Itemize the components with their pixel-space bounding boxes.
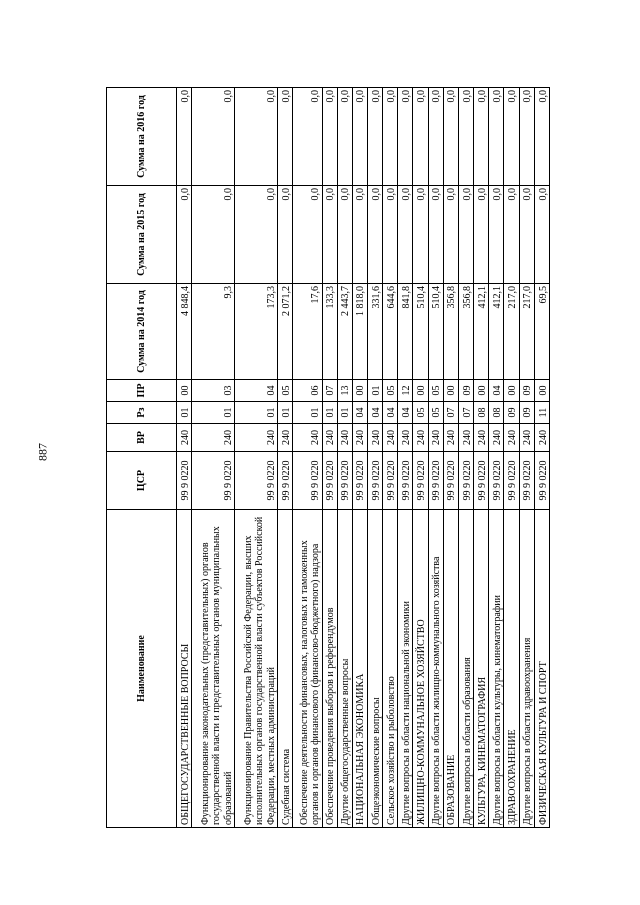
cell-sum-2014: 331,6 (367, 284, 382, 380)
cell-sum-2016: 0,0 (278, 88, 293, 186)
cell-vr: 240 (337, 424, 352, 452)
header-pr: ПР (107, 380, 177, 402)
cell-rz: 04 (367, 402, 382, 424)
cell-csr: 99 9 0220 (383, 452, 398, 510)
cell-sum-2015: 0,0 (428, 186, 443, 284)
cell-vr: 240 (322, 424, 337, 452)
cell-pr: 00 (474, 380, 489, 402)
cell-sum-2014: 356,8 (443, 284, 458, 380)
cell-rz: 01 (235, 402, 278, 424)
cell-vr: 240 (458, 424, 473, 452)
cell-sum-2016: 0,0 (458, 88, 473, 186)
cell-sum-2016: 0,0 (383, 88, 398, 186)
cell-name: Судебная система (278, 510, 293, 828)
cell-name: ЗДРАВООХРАНЕНИЕ (504, 510, 519, 828)
cell-csr: 99 9 0220 (519, 452, 534, 510)
cell-sum-2016: 0,0 (235, 88, 278, 186)
cell-vr: 240 (293, 424, 322, 452)
table-body (177, 88, 550, 828)
table-row (192, 88, 235, 828)
cell-rz: 04 (383, 402, 398, 424)
cell-pr: 13 (337, 380, 352, 402)
cell-vr: 240 (413, 424, 428, 452)
cell-rz: 07 (458, 402, 473, 424)
cell-csr: 99 9 0220 (177, 452, 192, 510)
cell-name: Другие общегосударственные вопросы (337, 510, 352, 828)
cell-sum-2015: 0,0 (235, 186, 278, 284)
cell-csr: 99 9 0220 (458, 452, 473, 510)
cell-rz: 09 (519, 402, 534, 424)
cell-sum-2014: 356,8 (458, 284, 473, 380)
cell-rz: 01 (192, 402, 235, 424)
cell-sum-2014: 9,3 (192, 284, 235, 380)
cell-sum-2016: 0,0 (504, 88, 519, 186)
cell-vr: 240 (192, 424, 235, 452)
cell-name: Сельское хозяйство и рыболовство (383, 510, 398, 828)
cell-sum-2015: 0,0 (413, 186, 428, 284)
cell-vr: 240 (352, 424, 367, 452)
cell-sum-2014: 173,3 (235, 284, 278, 380)
cell-rz: 01 (278, 402, 293, 424)
budget-table-container (106, 88, 550, 828)
cell-name: Функционирование Правительства Российской Федерации, высших исполнительных органов государственной власти субъектов Российской Федерации, местных администраций (235, 510, 278, 828)
table-row (322, 88, 337, 828)
page-number: 887 (35, 443, 50, 461)
cell-csr: 99 9 0220 (192, 452, 235, 510)
table-header-row (107, 88, 177, 828)
cell-vr: 240 (428, 424, 443, 452)
cell-sum-2016: 0,0 (367, 88, 382, 186)
cell-pr: 00 (504, 380, 519, 402)
cell-sum-2014: 133,3 (322, 284, 337, 380)
cell-sum-2014: 217,0 (504, 284, 519, 380)
cell-csr: 99 9 0220 (489, 452, 504, 510)
cell-sum-2016: 0,0 (398, 88, 413, 186)
cell-vr: 240 (519, 424, 534, 452)
cell-csr: 99 9 0220 (322, 452, 337, 510)
cell-sum-2015: 0,0 (519, 186, 534, 284)
cell-sum-2015: 0,0 (383, 186, 398, 284)
cell-name: ЖИЛИЩНО-КОММУНАЛЬНОЕ ХОЗЯЙСТВО (413, 510, 428, 828)
cell-sum-2016: 0,0 (322, 88, 337, 186)
cell-pr: 00 (443, 380, 458, 402)
cell-sum-2015: 0,0 (192, 186, 235, 284)
cell-sum-2016: 0,0 (443, 88, 458, 186)
cell-sum-2014: 4 848,4 (177, 284, 192, 380)
cell-vr: 240 (177, 424, 192, 452)
cell-rz: 08 (474, 402, 489, 424)
cell-sum-2015: 0,0 (398, 186, 413, 284)
cell-vr: 240 (278, 424, 293, 452)
cell-name: ФИЗИЧЕСКАЯ КУЛЬТУРА И СПОРТ (534, 510, 549, 828)
cell-sum-2015: 0,0 (443, 186, 458, 284)
cell-pr: 05 (428, 380, 443, 402)
table-row (235, 88, 278, 828)
cell-name: Функционирование законодательных (представительных) органов государственной власти и представительных органов муниципальных образований (192, 510, 235, 828)
cell-csr: 99 9 0220 (474, 452, 489, 510)
cell-vr: 240 (489, 424, 504, 452)
cell-pr: 05 (278, 380, 293, 402)
cell-csr: 99 9 0220 (504, 452, 519, 510)
table-row (504, 88, 519, 828)
header-sum-2016: Сумма на 2016 год (107, 88, 177, 186)
cell-pr: 00 (534, 380, 549, 402)
cell-sum-2014: 841,8 (398, 284, 413, 380)
table-row (474, 88, 489, 828)
cell-sum-2015: 0,0 (534, 186, 549, 284)
cell-pr: 00 (177, 380, 192, 402)
cell-csr: 99 9 0220 (293, 452, 322, 510)
cell-pr: 00 (413, 380, 428, 402)
cell-name: Другие вопросы в области здравоохранения (519, 510, 534, 828)
cell-sum-2014: 69,5 (534, 284, 549, 380)
cell-rz: 05 (428, 402, 443, 424)
cell-csr: 99 9 0220 (398, 452, 413, 510)
table-row (428, 88, 443, 828)
cell-vr: 240 (367, 424, 382, 452)
cell-sum-2014: 510,4 (413, 284, 428, 380)
cell-rz: 01 (293, 402, 322, 424)
cell-rz: 07 (443, 402, 458, 424)
cell-csr: 99 9 0220 (413, 452, 428, 510)
cell-rz: 04 (398, 402, 413, 424)
table-row (534, 88, 549, 828)
cell-csr: 99 9 0220 (367, 452, 382, 510)
header-rz: Рз (107, 402, 177, 424)
cell-sum-2016: 0,0 (352, 88, 367, 186)
cell-rz: 05 (413, 402, 428, 424)
cell-name: Обеспечение деятельности финансовых, налоговых и таможенных органов и органов финансового (финансово-бюджетного) надзора (293, 510, 322, 828)
cell-sum-2014: 644,6 (383, 284, 398, 380)
cell-sum-2015: 0,0 (352, 186, 367, 284)
cell-name: Другие вопросы в области культуры, кинематографии (489, 510, 504, 828)
cell-sum-2014: 217,0 (519, 284, 534, 380)
cell-vr: 240 (383, 424, 398, 452)
cell-sum-2016: 0,0 (474, 88, 489, 186)
cell-sum-2016: 0,0 (192, 88, 235, 186)
cell-sum-2014: 412,1 (474, 284, 489, 380)
cell-name: НАЦИОНАЛЬНАЯ ЭКОНОМИКА (352, 510, 367, 828)
header-csr: ЦСР (107, 452, 177, 510)
table-row (413, 88, 428, 828)
cell-pr: 06 (293, 380, 322, 402)
cell-rz: 01 (322, 402, 337, 424)
cell-rz: 04 (352, 402, 367, 424)
cell-name: ОБРАЗОВАНИЕ (443, 510, 458, 828)
cell-sum-2016: 0,0 (293, 88, 322, 186)
cell-name: Другие вопросы в области национальной экономики (398, 510, 413, 828)
cell-rz: 08 (489, 402, 504, 424)
table-row (293, 88, 322, 828)
cell-rz: 11 (534, 402, 549, 424)
cell-name: ОБЩЕГОСУДАРСТВЕННЫЕ ВОПРОСЫ (177, 510, 192, 828)
table-row (489, 88, 504, 828)
table-row (519, 88, 534, 828)
cell-sum-2015: 0,0 (177, 186, 192, 284)
cell-csr: 99 9 0220 (278, 452, 293, 510)
cell-vr: 240 (235, 424, 278, 452)
cell-name: Другие вопросы в области жилищно-коммунального хозяйства (428, 510, 443, 828)
cell-sum-2015: 0,0 (489, 186, 504, 284)
cell-sum-2014: 17,6 (293, 284, 322, 380)
cell-pr: 07 (322, 380, 337, 402)
table-row (278, 88, 293, 828)
cell-sum-2016: 0,0 (428, 88, 443, 186)
cell-sum-2015: 0,0 (367, 186, 382, 284)
table-row (458, 88, 473, 828)
table-row (352, 88, 367, 828)
cell-sum-2014: 510,4 (428, 284, 443, 380)
cell-vr: 240 (504, 424, 519, 452)
cell-csr: 99 9 0220 (428, 452, 443, 510)
cell-sum-2014: 412,1 (489, 284, 504, 380)
cell-vr: 240 (398, 424, 413, 452)
cell-sum-2014: 2 071,2 (278, 284, 293, 380)
cell-name: КУЛЬТУРА, КИНЕМАТОГРАФИЯ (474, 510, 489, 828)
cell-pr: 04 (489, 380, 504, 402)
table-row (443, 88, 458, 828)
table-row (383, 88, 398, 828)
cell-sum-2015: 0,0 (322, 186, 337, 284)
header-vr: ВР (107, 424, 177, 452)
cell-pr: 03 (192, 380, 235, 402)
header-sum-2015: Сумма на 2015 год (107, 186, 177, 284)
cell-name: Общеэкономические вопросы (367, 510, 382, 828)
cell-rz: 01 (177, 402, 192, 424)
cell-sum-2015: 0,0 (474, 186, 489, 284)
table-row (367, 88, 382, 828)
cell-pr: 12 (398, 380, 413, 402)
cell-rz: 09 (504, 402, 519, 424)
cell-sum-2015: 0,0 (337, 186, 352, 284)
cell-pr: 01 (367, 380, 382, 402)
cell-pr: 09 (519, 380, 534, 402)
cell-csr: 99 9 0220 (337, 452, 352, 510)
table-row (398, 88, 413, 828)
cell-name: Обеспечение проведения выборов и референдумов (322, 510, 337, 828)
cell-sum-2016: 0,0 (489, 88, 504, 186)
cell-csr: 99 9 0220 (235, 452, 278, 510)
cell-sum-2015: 0,0 (293, 186, 322, 284)
cell-sum-2015: 0,0 (278, 186, 293, 284)
cell-sum-2016: 0,0 (337, 88, 352, 186)
table-row (337, 88, 352, 828)
cell-csr: 99 9 0220 (352, 452, 367, 510)
cell-sum-2016: 0,0 (413, 88, 428, 186)
cell-pr: 04 (235, 380, 278, 402)
cell-sum-2014: 2 443,7 (337, 284, 352, 380)
cell-pr: 00 (352, 380, 367, 402)
cell-name: Другие вопросы в области образования (458, 510, 473, 828)
cell-rz: 01 (337, 402, 352, 424)
cell-pr: 09 (458, 380, 473, 402)
cell-sum-2016: 0,0 (519, 88, 534, 186)
cell-sum-2015: 0,0 (458, 186, 473, 284)
cell-sum-2015: 0,0 (504, 186, 519, 284)
header-sum-2014: Сумма на 2014 год (107, 284, 177, 380)
budget-table (106, 87, 550, 828)
header-name: Наименование (107, 510, 177, 828)
cell-pr: 05 (383, 380, 398, 402)
cell-vr: 240 (474, 424, 489, 452)
table-row (177, 88, 192, 828)
cell-sum-2014: 1 818,0 (352, 284, 367, 380)
cell-vr: 240 (443, 424, 458, 452)
cell-vr: 240 (534, 424, 549, 452)
cell-sum-2016: 0,0 (177, 88, 192, 186)
cell-csr: 99 9 0220 (534, 452, 549, 510)
cell-sum-2016: 0,0 (534, 88, 549, 186)
cell-csr: 99 9 0220 (443, 452, 458, 510)
